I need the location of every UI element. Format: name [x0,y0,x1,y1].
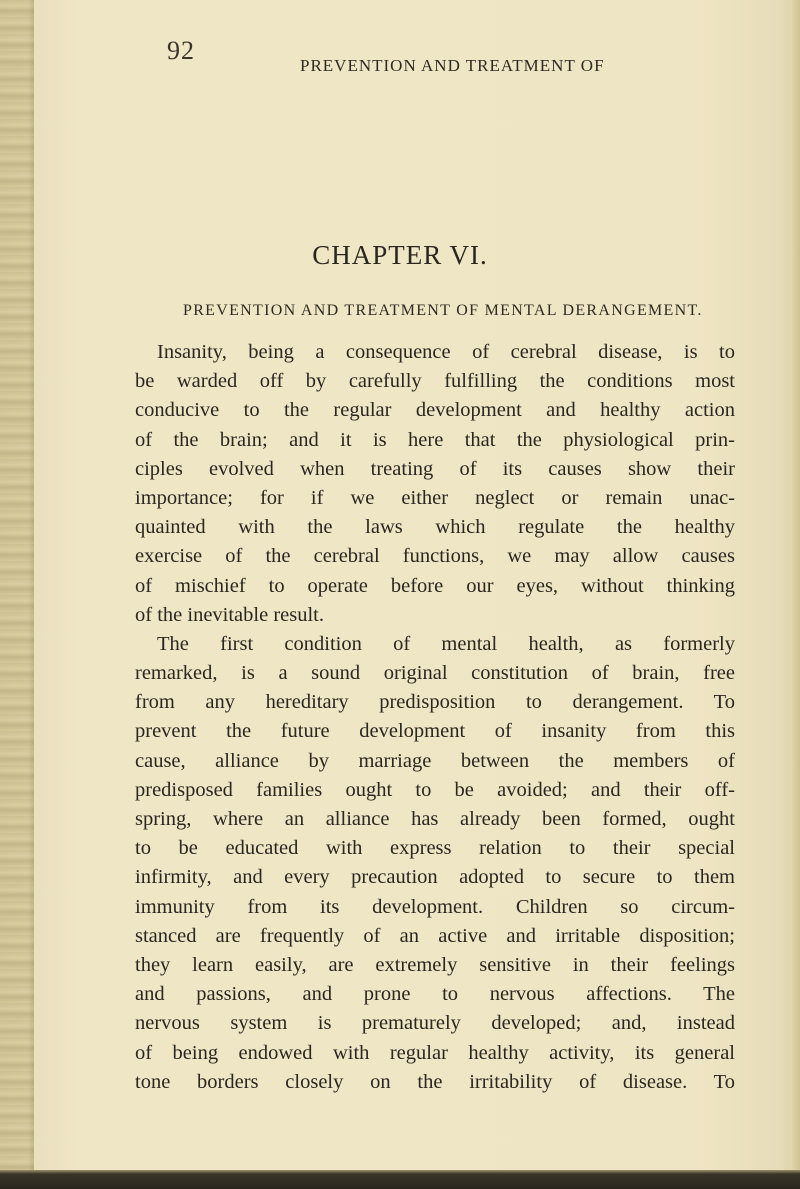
text-line: be warded off by carefully fulfilling the conditions most [135,370,735,393]
text-line: quainted with the laws which regulate the healthy [135,516,735,539]
text-line: prevent the future development of insanity from this [135,720,735,743]
chapter-title: CHAPTER VI. [312,240,488,270]
text-line: of mischief to operate before our eyes, without thinking [135,574,735,597]
chapter-subtitle: PREVENTION AND TREATMENT OF MENTAL DERANGEMENT. [183,302,703,319]
text-line: The first condition of mental health, as formerly [157,632,735,655]
text-line: stanced are frequently of an active and irritable disposition; [135,924,735,947]
text-line: of the brain; and it is here that the physiological prin- [135,428,735,451]
text-line: importance; for if we either neglect or remain unac- [135,486,735,509]
text-line: of the inevitable result. [135,603,324,626]
text-line: remarked, is a sound original constitution of brain, free [135,662,735,685]
text-line: cause, alliance by marriage between the members of [135,749,735,772]
running-head: PREVENTION AND TREATMENT OF [300,56,605,75]
text-line: and passions, and prone to nervous affections. The [135,983,735,1006]
text-line: tone borders closely on the irritability of disease. To [135,1070,735,1093]
page-right-edge [790,0,800,1189]
text-line: infirmity, and every precaution adopted to secure to them [135,866,735,889]
text-line: nervous system is prematurely developed; and, instead [135,1012,735,1035]
text-line: predisposed families ought to be avoided; and their off- [135,778,735,801]
text-line: of being endowed with regular healthy activity, its general [135,1041,735,1064]
text-line: to be educated with express relation to their special [135,837,735,860]
text-line: from any hereditary predisposition to derangement. To [135,691,735,714]
text-line: immunity from its development. Children so circum- [135,895,735,918]
text-line: exercise of the cerebral functions, we may allow causes [135,545,735,568]
page-number: 92 [167,36,195,65]
text-line: they learn easily, are extremely sensitive in their feelings [135,953,735,976]
text-line: ciples evolved when treating of its causes show their [135,457,735,480]
text-line: Insanity, being a consequence of cerebral disease, is to [157,341,735,363]
text-line: conducive to the regular development and healthy action [135,399,735,422]
page-binding-edge [0,0,34,1189]
text-line: spring, where an alliance has already been formed, ought [135,808,735,830]
body-text [135,338,735,1097]
page-bottom-edge [0,1170,800,1189]
